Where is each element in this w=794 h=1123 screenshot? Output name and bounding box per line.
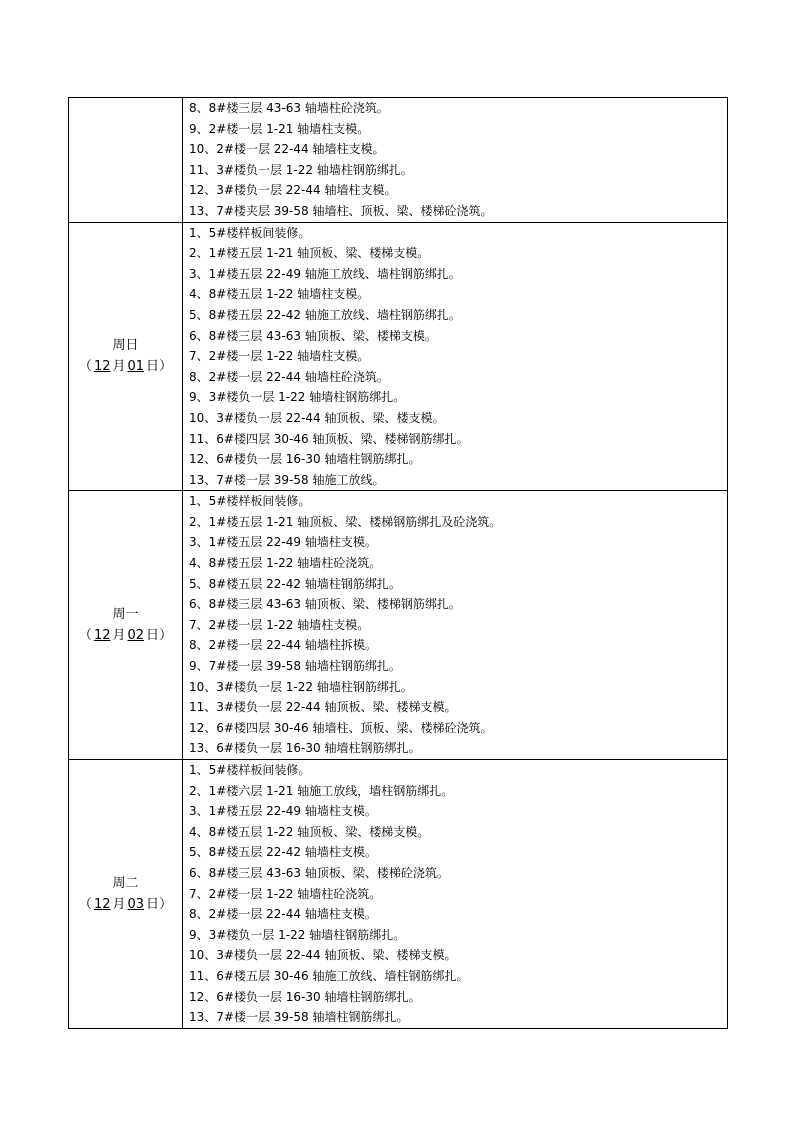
task-item: 13、7#楼一层 39-58 轴施工放线。 [189,472,385,487]
task-item: 8、2#楼一层 22-44 轴墙柱砼浇筑。 [189,369,389,384]
month-value: 12 [93,628,111,644]
task-item: 12、3#楼负一层 22-44 轴墙柱支模。 [189,183,397,198]
task-item: 5、8#楼五层 22-42 轴施工放线、墙柱钢筋绑扎。 [189,307,461,322]
task-item: 2、1#楼五层 1-21 轴顶板、梁、楼梯支模。 [189,246,430,261]
task-item: 3、1#楼五层 22-49 轴施工放线、墙柱钢筋绑扎。 [189,266,461,281]
task-item: 11、3#楼负一层 1-22 轴墙柱钢筋绑扎。 [189,162,413,177]
task-item: 1、5#楼样板间装修。 [189,763,311,777]
task-item: 12、6#楼负一层 16-30 轴墙柱钢筋绑扎。 [189,989,421,1004]
task-item: 13、7#楼夹层 39-58 轴墙柱、顶板、梁、楼梯砼浇筑。 [189,203,493,218]
month-value: 12 [93,896,111,912]
task-item: 4、8#楼五层 1-22 轴墙柱砼浇筑。 [189,556,382,571]
task-item: 10、2#楼一层 22-44 轴墙柱支模。 [189,142,385,157]
month-value: 12 [93,359,111,375]
task-item: 10、3#楼负一层 1-22 轴墙柱钢筋绑扎。 [189,679,413,694]
task-item: 5、8#楼五层 22-42 轴墙柱钢筋绑扎。 [189,576,401,591]
task-cell [183,98,728,223]
task-item: 4、8#楼五层 1-22 轴墙柱支模。 [189,287,370,302]
task-item: 7、2#楼一层 1-22 轴墙柱砼浇筑。 [189,886,382,901]
date-suffix: 日 [146,359,160,375]
task-item: 2、1#楼五层 1-21 轴顶板、梁、楼梯钢筋绑扎及砼浇筑。 [189,514,502,529]
task-cell [183,760,728,1029]
task-item: 9、2#楼一层 1-21 轴墙柱支模。 [189,121,370,136]
date-value: 02 [127,628,145,644]
date-value: 03 [127,896,145,912]
task-item: 8、8#楼三层 43-63 轴墙柱砼浇筑。 [189,101,389,115]
schedule-row [69,760,728,1029]
task-item: 13、6#楼负一层 16-30 轴墙柱钢筋绑扎。 [189,741,421,756]
schedule-row [69,98,728,223]
task-cell [183,491,728,760]
task-item: 1、5#楼样板间装修。 [189,225,311,240]
task-item: 10、3#楼负一层 22-44 轴顶板、梁、楼梯支模。 [189,948,457,963]
task-item: 9、3#楼负一层 1-22 轴墙柱钢筋绑扎。 [189,390,406,405]
day-name: 周日 [112,338,139,354]
task-item: 8、2#楼一层 22-44 轴墙柱拆模。 [189,638,377,653]
day-date [69,894,182,915]
close-paren: ） [159,896,173,912]
task-item: 13、7#楼一层 39-58 轴墙柱钢筋绑扎。 [189,1010,409,1025]
open-paren: （ [78,359,92,375]
day-cell [69,222,183,491]
date-value: 01 [127,359,145,375]
schedule-row [69,222,728,491]
day-name: 周二 [112,875,139,891]
task-item: 6、8#楼三层 43-63 轴顶板、梁、楼梯砼浇筑。 [189,865,449,880]
task-item: 5、8#楼五层 22-42 轴墙柱支模。 [189,845,377,860]
month-suffix: 月 [112,628,126,644]
task-item: 1、5#楼样板间装修。 [189,494,311,509]
task-item: 7、2#楼一层 1-22 轴墙柱支模。 [189,349,370,364]
task-item: 11、6#楼五层 30-46 轴施工放线、墙柱钢筋绑扎。 [189,968,469,983]
month-suffix: 月 [112,359,126,375]
open-paren: （ [78,896,92,912]
task-item: 6、8#楼三层 43-63 轴顶板、梁、楼梯钢筋绑扎。 [189,597,461,612]
task-item: 11、3#楼负一层 22-44 轴顶板、梁、楼梯支模。 [189,700,457,715]
open-paren: （ [78,628,92,644]
task-item: 7、2#楼一层 1-22 轴墙柱支模。 [189,617,370,632]
day-date [69,356,182,377]
task-item: 3、1#楼五层 22-49 轴墙柱支模。 [189,535,377,550]
task-item: 11、6#楼四层 30-46 轴顶板、梁、楼梯钢筋绑扎。 [189,431,469,446]
task-item: 3、1#楼五层 22-49 轴墙柱支模。 [189,804,377,819]
task-item: 10、3#楼负一层 22-44 轴顶板、梁、楼支模。 [189,410,445,425]
task-item: 9、7#楼一层 39-58 轴墙柱钢筋绑扎。 [189,659,401,674]
day-cell [69,760,183,1029]
date-suffix: 日 [146,628,160,644]
month-suffix: 月 [112,896,126,912]
day-date [69,625,182,646]
task-item: 4、8#楼五层 1-22 轴顶板、梁、楼梯支模。 [189,824,430,839]
task-item: 6、8#楼三层 43-63 轴顶板、梁、楼梯支模。 [189,328,437,343]
day-name: 周一 [112,607,139,623]
date-suffix: 日 [146,896,160,912]
task-item: 9、3#楼负一层 1-22 轴墙柱钢筋绑扎。 [189,927,406,942]
task-item: 12、6#楼四层 30-46 轴墙柱、顶板、梁、楼梯砼浇筑。 [189,720,493,735]
schedule-table [68,97,728,1029]
task-cell [183,222,728,491]
day-cell [69,491,183,760]
schedule-row [69,491,728,760]
task-item: 8、2#楼一层 22-44 轴墙柱支模。 [189,907,377,922]
day-cell [69,98,183,223]
schedule-table-body [69,98,728,1029]
task-item: 12、6#楼负一层 16-30 轴墙柱钢筋绑扎。 [189,452,421,467]
close-paren: ） [159,359,173,375]
close-paren: ） [159,628,173,644]
task-item: 2、1#楼六层 1-21 轴施工放线，墙柱钢筋绑扎。 [189,783,454,798]
